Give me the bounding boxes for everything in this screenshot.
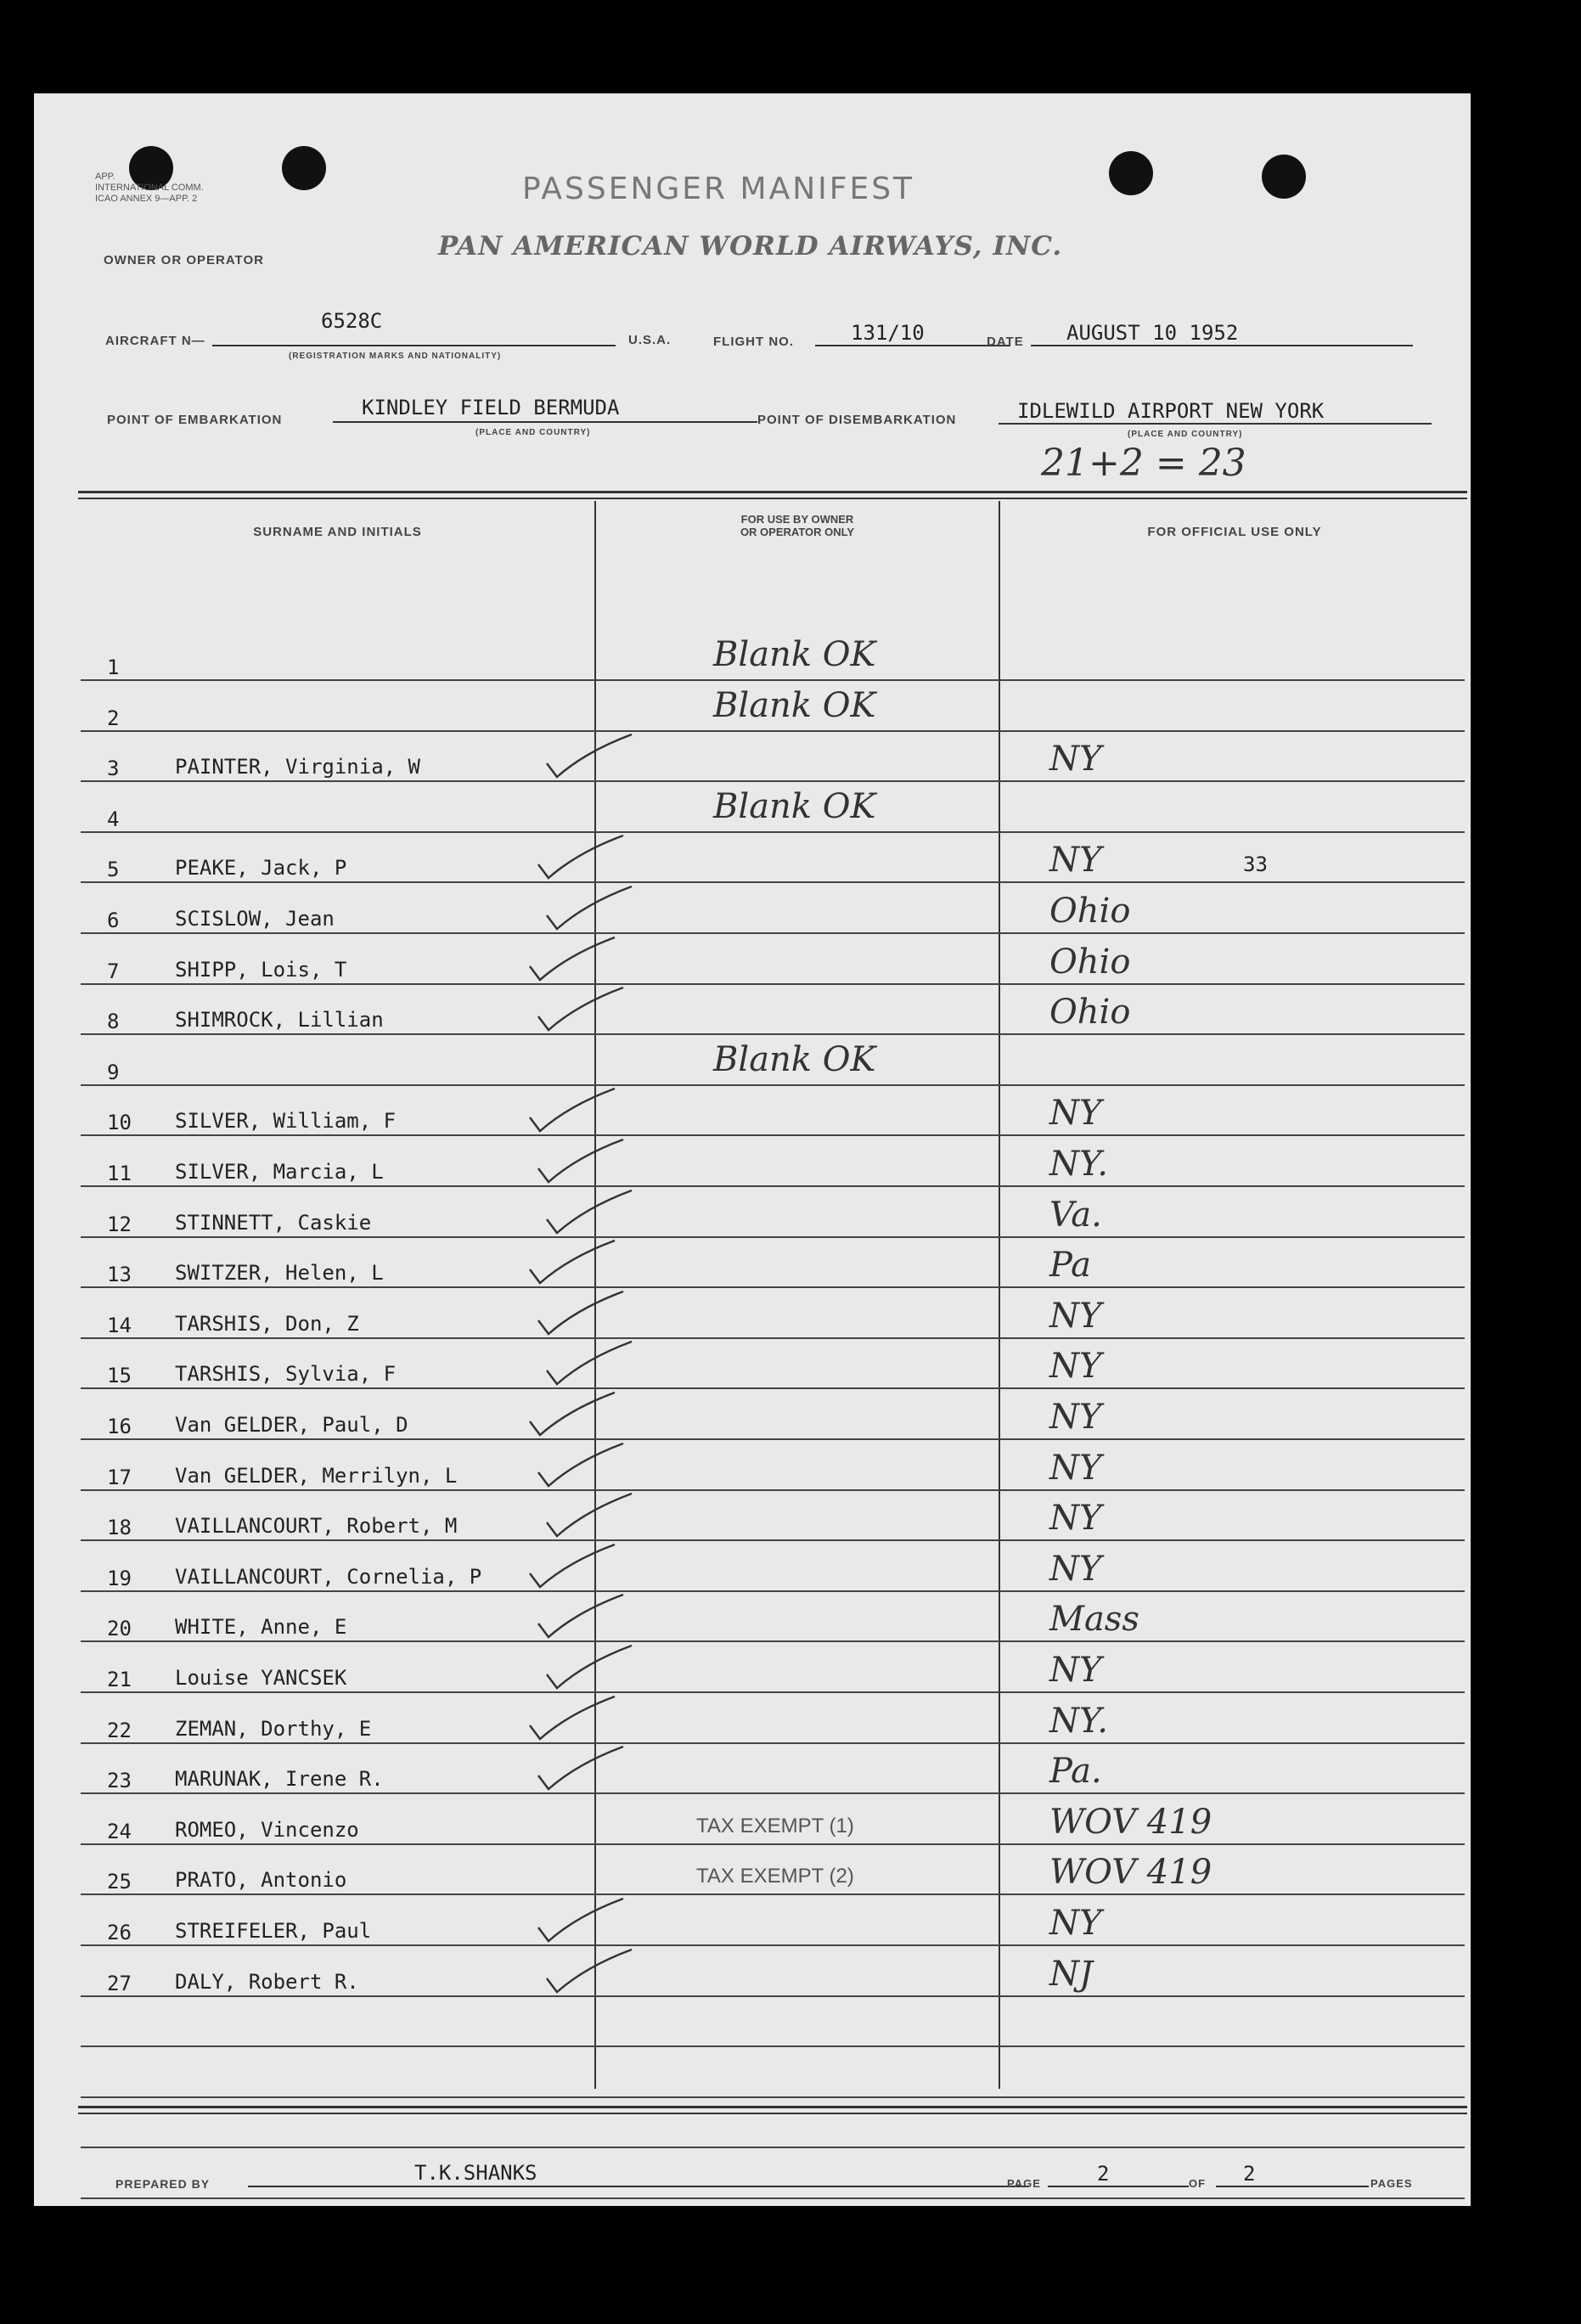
- checkmark-icon: [535, 1743, 628, 1794]
- checkmark-icon: [543, 731, 637, 782]
- checkmark-icon: [535, 1440, 628, 1491]
- row-line: [81, 1894, 1465, 1895]
- official-note: NY: [1049, 1398, 1102, 1437]
- official-note: NY: [1049, 1296, 1102, 1336]
- row-line: [81, 1084, 1465, 1086]
- passenger-name: Louise YANCSEK: [175, 1666, 347, 1690]
- of-label: OF: [1189, 2177, 1207, 2190]
- checkmark-icon: [526, 1693, 620, 1744]
- row-number: 21: [107, 1668, 132, 1691]
- company-name: PAN AMERICAN WORLD AIRWAYS, INC.: [438, 231, 1063, 262]
- disembarkation-value: IDLEWILD AIRPORT NEW YORK: [1017, 399, 1325, 423]
- passenger-name: WHITE, Anne, E: [175, 1615, 347, 1640]
- row-number: 20: [107, 1617, 132, 1641]
- official-note: WOV 419: [1049, 1802, 1212, 1842]
- row-line: [81, 1995, 1465, 1997]
- official-header: FOR OFFICIAL USE ONLY: [1147, 525, 1322, 539]
- row-number: 12: [107, 1212, 132, 1236]
- handwritten-count: 21+2 = 23: [1041, 442, 1246, 485]
- official-note: NY: [1049, 1499, 1102, 1539]
- aircraft-value: 6528C: [321, 309, 383, 333]
- embarkation-underline: [333, 421, 757, 423]
- row-number: 4: [107, 807, 120, 831]
- row-number: 3: [107, 757, 120, 781]
- row-line: [81, 1590, 1465, 1592]
- stamp-line: ICAO ANNEX 9—APP. 2: [95, 194, 198, 204]
- prepared-by-value: T.K.SHANKS: [414, 2161, 537, 2185]
- row-line: [81, 983, 1465, 985]
- passenger-name: VAILLANCOURT, Cornelia, P: [175, 1564, 482, 1589]
- passenger-name: DALY, Robert R.: [175, 1969, 359, 1994]
- embarkation-label: POINT OF EMBARKATION: [107, 413, 283, 427]
- passenger-name: Van GELDER, Merrilyn, L: [175, 1463, 458, 1488]
- manifest-page: [34, 93, 1471, 2206]
- row-number: 9: [107, 1060, 120, 1084]
- official-note: NY: [1049, 1651, 1102, 1690]
- checkmark-icon: [526, 934, 620, 985]
- owner-use-header: [596, 513, 999, 538]
- passenger-name: ZEMAN, Dorthy, E: [175, 1716, 372, 1741]
- official-extra: 33: [1243, 853, 1268, 877]
- row-number: 25: [107, 1870, 132, 1894]
- passenger-name: SHIPP, Lois, T: [175, 957, 347, 982]
- registration-note: (REGISTRATION MARKS AND NATIONALITY): [289, 352, 502, 361]
- stamp-line: INTERNATIONAL COMM.: [95, 183, 204, 193]
- row-line: [81, 730, 1465, 732]
- row-number: 26: [107, 1921, 132, 1944]
- punch-hole: [1262, 155, 1306, 199]
- row-number: 7: [107, 959, 120, 983]
- row-line: [81, 1489, 1465, 1491]
- row-line: [81, 1438, 1465, 1440]
- row-number: 18: [107, 1516, 132, 1540]
- form-title: PASSENGER MANIFEST: [522, 172, 915, 206]
- row-line: [81, 881, 1465, 883]
- aircraft-label: AIRCRAFT N—: [105, 334, 205, 348]
- page-value: 2: [1097, 2162, 1110, 2186]
- row-number: 13: [107, 1263, 132, 1287]
- row-number: 10: [107, 1111, 132, 1135]
- surname-header: SURNAME AND INITIALS: [253, 525, 422, 539]
- form-stamp: [95, 172, 204, 205]
- place-note: (PLACE AND COUNTRY): [475, 428, 591, 437]
- row-number: 15: [107, 1364, 132, 1388]
- row-line: [81, 2045, 1465, 2047]
- passenger-name: VAILLANCOURT, Robert, M: [175, 1514, 458, 1539]
- official-note: Ohio: [1049, 892, 1131, 931]
- official-note: NY: [1049, 1094, 1102, 1134]
- official-note: NY.: [1049, 1701, 1108, 1741]
- usa-label: U.S.A.: [628, 333, 672, 347]
- row-line: [81, 831, 1465, 833]
- row-line: [81, 932, 1465, 934]
- passenger-name: SILVER, William, F: [175, 1109, 397, 1134]
- owner-note: Blank OK: [713, 635, 876, 674]
- punch-hole: [1109, 151, 1153, 195]
- passenger-name: SWITZER, Helen, L: [175, 1261, 384, 1286]
- row-number: 6: [107, 909, 120, 932]
- owner-note: Blank OK: [713, 685, 876, 725]
- aircraft-underline: [212, 345, 616, 346]
- row-number: 23: [107, 1769, 132, 1793]
- official-note: NY: [1049, 1904, 1102, 1943]
- pages-label: PAGES: [1370, 2177, 1413, 2190]
- official-note: NJ: [1049, 1954, 1094, 1994]
- checkmark-icon: [543, 1338, 637, 1389]
- punch-hole: [282, 146, 326, 190]
- row-number: 1: [107, 656, 120, 679]
- row-line: [81, 1691, 1465, 1693]
- passenger-name: SHIMROCK, Lillian: [175, 1008, 384, 1033]
- row-number: 24: [107, 1819, 132, 1843]
- row-number: 14: [107, 1313, 132, 1337]
- row-number: 2: [107, 706, 120, 730]
- row-line: [81, 1387, 1465, 1389]
- date-label: DATE: [987, 335, 1024, 349]
- checkmark-icon: [543, 1187, 637, 1238]
- official-note: NY: [1049, 841, 1102, 881]
- prepared-by-underline: [248, 2186, 1029, 2187]
- row-number: 27: [107, 1971, 132, 1995]
- passenger-name: SILVER, Marcia, L: [175, 1160, 384, 1184]
- row-line: [81, 1134, 1465, 1136]
- embarkation-value: KINDLEY FIELD BERMUDA: [362, 396, 620, 419]
- row-number: 11: [107, 1162, 132, 1185]
- official-note: NY: [1049, 740, 1102, 779]
- checkmark-icon: [535, 1288, 628, 1339]
- passenger-name: PRATO, Antonio: [175, 1868, 347, 1893]
- row-line: [81, 1337, 1465, 1339]
- checkmark-icon: [535, 832, 628, 883]
- row-line: [81, 1236, 1465, 1238]
- table-top-rule: [78, 491, 1467, 493]
- date-value: AUGUST 10 1952: [1066, 321, 1239, 345]
- disembarkation-underline: [999, 423, 1432, 425]
- official-note: NY: [1049, 1448, 1102, 1488]
- row-line: [81, 1944, 1465, 1946]
- column-divider: [999, 501, 1000, 2089]
- flight-underline: [815, 345, 1010, 346]
- official-note: NY: [1049, 1347, 1102, 1387]
- owner-use-header-line: OR OPERATOR ONLY: [740, 526, 855, 538]
- passenger-name: MARUNAK, Irene R.: [175, 1767, 384, 1792]
- row-number: 5: [107, 858, 120, 882]
- owner-use-header-line: FOR USE BY OWNER: [740, 513, 854, 526]
- passenger-name: PAINTER, Virginia, W: [175, 755, 420, 779]
- owner-note: Blank OK: [713, 786, 876, 826]
- row-line: [81, 1640, 1465, 1642]
- official-note: NY: [1049, 1549, 1102, 1589]
- row-line: [81, 1792, 1465, 1794]
- page-label: PAGE: [1007, 2177, 1041, 2190]
- place-note: (PLACE AND COUNTRY): [1128, 430, 1243, 439]
- table-bottom-rule: [78, 2113, 1467, 2114]
- official-note: Va.: [1049, 1195, 1102, 1235]
- checkmark-icon: [543, 883, 637, 934]
- passenger-name: Van GELDER, Paul, D: [175, 1413, 408, 1437]
- official-note: Pa.: [1049, 1752, 1102, 1792]
- row-number: 16: [107, 1415, 132, 1438]
- official-note: Mass: [1049, 1600, 1139, 1640]
- row-line: [81, 2096, 1465, 2098]
- checkmark-icon: [535, 1895, 628, 1946]
- row-line: [81, 679, 1465, 681]
- row-line: [81, 1185, 1465, 1187]
- disembarkation-label: POINT OF DISEMBARKATION: [757, 413, 957, 427]
- checkmark-icon: [535, 1591, 628, 1642]
- date-underline: [1031, 345, 1413, 346]
- checkmark-icon: [543, 1490, 637, 1541]
- row-line: [81, 1539, 1465, 1541]
- row-number: 17: [107, 1465, 132, 1489]
- passenger-name: SCISLOW, Jean: [175, 907, 335, 931]
- checkmark-icon: [526, 1085, 620, 1136]
- passenger-name: STREIFELER, Paul: [175, 1919, 372, 1943]
- passenger-name: PEAKE, Jack, P: [175, 856, 347, 881]
- row-line: [81, 1742, 1465, 1744]
- row-line: [81, 1286, 1465, 1288]
- passenger-name: STINNETT, Caskie: [175, 1210, 372, 1235]
- flight-value: 131/10: [851, 321, 925, 345]
- row-line: [81, 1033, 1465, 1035]
- table-bottom-rule: [78, 2106, 1467, 2108]
- prepared-by-label: PREPARED BY: [115, 2177, 211, 2191]
- table-top-rule: [78, 498, 1467, 499]
- of-underline: [1216, 2186, 1369, 2187]
- checkmark-icon: [526, 1237, 620, 1288]
- flight-label: FLIGHT NO.: [713, 335, 794, 349]
- of-value: 2: [1243, 2162, 1256, 2186]
- owner-label: OWNER OR OPERATOR: [104, 253, 264, 267]
- owner-note: Blank OK: [713, 1039, 876, 1079]
- row-number: 19: [107, 1566, 132, 1590]
- checkmark-icon: [526, 1389, 620, 1440]
- tax-exempt-stamp: TAX EXEMPT (1): [696, 1814, 854, 1837]
- official-note: WOV 419: [1049, 1853, 1212, 1893]
- checkmark-icon: [543, 1642, 637, 1693]
- checkmark-icon: [543, 1946, 637, 1997]
- official-note: NY.: [1049, 1145, 1108, 1184]
- official-note: Ohio: [1049, 942, 1131, 982]
- passenger-name: TARSHIS, Don, Z: [175, 1311, 359, 1336]
- row-number: 22: [107, 1718, 132, 1742]
- row-line: [81, 2147, 1465, 2148]
- row-line: [81, 2197, 1465, 2199]
- row-number: 8: [107, 1010, 120, 1034]
- official-note: Ohio: [1049, 993, 1131, 1033]
- row-line: [81, 780, 1465, 782]
- checkmark-icon: [535, 984, 628, 1035]
- row-line: [81, 1843, 1465, 1845]
- stamp-line: APP.: [95, 172, 115, 182]
- official-note: Pa: [1049, 1246, 1091, 1286]
- tax-exempt-stamp: TAX EXEMPT (2): [696, 1865, 854, 1888]
- checkmark-icon: [526, 1541, 620, 1592]
- checkmark-icon: [535, 1136, 628, 1187]
- passenger-name: TARSHIS, Sylvia, F: [175, 1362, 397, 1387]
- passenger-name: ROMEO, Vincenzo: [175, 1817, 359, 1842]
- page-underline: [1048, 2186, 1189, 2187]
